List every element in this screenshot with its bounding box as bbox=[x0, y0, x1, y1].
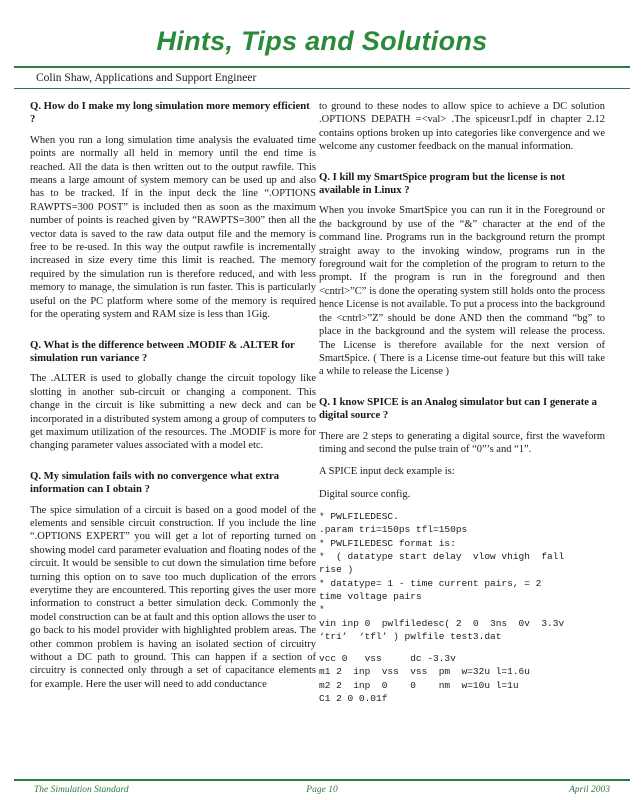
author-line: Colin Shaw, Applications and Support Engineer bbox=[36, 72, 257, 84]
footer-page-number: Page 10 bbox=[306, 785, 338, 795]
answer-paragraph: When you invoke SmartSpice you can run it in the Foreground or the background by use of the “&” character at the end of the command line. Programs run in the background return the prompt straight away to the invoking window, programs run in the foreground wait for the completion of the program to return to the prompt. If the program is run in the foreground and then <cntrl>”C” is done the operating system still holds onto the process hence License is not available. To put a process into the background the <cntrl>”Z” should be done AND then the command “bg” to place in the background and the system will release the process. The License is therefore available for the next version of SmartSpice. ( There is a License time-out feature but this will take a while to release the License ) bbox=[319, 205, 605, 378]
answer-paragraph: A SPICE input deck example is: bbox=[319, 466, 455, 478]
code-line: C1 2 0 0.01f bbox=[319, 693, 388, 705]
question-heading: Q. I know SPICE is an Analog simulator but can I generate a digital source ? bbox=[319, 395, 598, 422]
answer-paragraph: to ground to these nodes to allow spice to achieve a DC solution .OPTIONS DEPATH =<val> .The spiceusr1.pdf in chapter 2.12 contains options broken up into categories like convergence and we welcome any customer feedback on the manual information. bbox=[319, 101, 605, 153]
code-line: ‘tri’ ‘tfl’ ) pwlfile test3.dat bbox=[319, 630, 502, 642]
code-block bbox=[319, 652, 605, 705]
code-line: * datatype= 1 - time current pairs, = 2 bbox=[319, 577, 542, 589]
right-column bbox=[319, 100, 605, 714]
answer-paragraph: The spice simulation of a circuit is based on a good model of the elements and sensible circuit construction. If you include the line “.OPTIONS EXPERT” you will get a lot of reporting turned on showing model card parameter evaluation and floating nodes of the circuit. It would be sensible to cut down the simulation time before turning this option on to save too much duplication of the errors everytime they are encountered. This reporting gives the user more information to construct a better simulation deck. Commonly the model construction can be at fault and this option allows the user to go back to his model provider with highlighted problem areas. The other common problem is having an isolated section of circuitry without a DC path to ground. This can happen if a section of circuitry is connected only through a set of capacitance elements for example. Here the user will need to add conductance bbox=[30, 504, 316, 690]
question-heading: Q. My simulation fails with no convergence what extra information can I obtain ? bbox=[30, 469, 280, 496]
left-column bbox=[30, 100, 316, 700]
code-line: * ( datatype start delay vlow vhigh fall bbox=[319, 551, 565, 563]
code-line: rise ) bbox=[319, 564, 354, 576]
spacer bbox=[30, 331, 316, 339]
code-line: m1 2 inp vss vss pm w=32u l=1.6u bbox=[319, 666, 530, 678]
code-line: * PWLFILEDESC. bbox=[319, 511, 399, 523]
page-header bbox=[14, 14, 630, 68]
answer-paragraph: Digital source config. bbox=[319, 488, 411, 500]
spacer bbox=[319, 705, 605, 714]
code-line: vcc 0 vss dc -3.3v bbox=[319, 653, 456, 665]
spacer bbox=[30, 462, 316, 470]
page-footer bbox=[14, 779, 630, 797]
code-line: * PWLFILEDESC format is: bbox=[319, 537, 456, 549]
spacer bbox=[319, 388, 605, 396]
footer-publication: The Simulation Standard bbox=[34, 785, 129, 795]
code-line: .param tri=150ps tfl=150ps bbox=[319, 524, 468, 536]
code-block bbox=[319, 510, 605, 643]
question-heading: Q. I kill my SmartSpice program but the license is not available in Linux ? bbox=[319, 170, 565, 197]
answer-paragraph: There are 2 steps to generating a digital source, first the waveform timing and second the pulse train of “0”’s and “1”. bbox=[319, 430, 605, 455]
spacer bbox=[319, 643, 605, 652]
page-title: Hints, Tips and Solutions bbox=[156, 26, 488, 56]
code-line: * bbox=[319, 604, 325, 616]
code-line: time voltage pairs bbox=[319, 590, 422, 602]
spacer bbox=[319, 163, 605, 171]
question-heading: Q. What is the difference between .MODIF & .ALTER for simulation run variance ? bbox=[30, 338, 295, 364]
answer-paragraph: When you run a long simulation time analysis the evaluated time points are normally all held in memory until the end time is reached. All the data is then written out to the output rawfile. This means a large amount of system memory can be used up and also has to be tracked. If in the input deck the line “.OPTIONS RAWPTS=300 POST” is included then as soon as the maximum number of points is reached given by “RAWPTS=300” then all the vector data is saved to the raw data output file and the memory is free to be re-used. In this way the output rawfile is incrementally increased in size every time this limit is reached. The memory required by the simulation run is therefore reduced, and with less memory to manage, the simulation is run faster. This is particularly useful on the PC platform where some of the memory is required for the operating system and RAM size is less than 1Gig. bbox=[30, 134, 316, 321]
question-heading: Q. How do I make my long simulation more memory efficient ? bbox=[30, 100, 310, 126]
code-line: m2 2 inp 0 0 nm w=10u l=1u bbox=[319, 679, 519, 691]
answer-paragraph: The .ALTER is used to globally change the circuit topology like slotting in another sub-circuit or changing a component. This change in the circuit is like submitting a new deck and can be incorporated in a distributed system among a group of computers to get maximum utilization of the resources. The .MODIF is more for changing parameter values associated with a model etc. bbox=[30, 373, 316, 452]
code-line: vin inp 0 pwlfiledesc( 2 0 3ns 0v 3.3v bbox=[319, 617, 565, 629]
author-divider bbox=[14, 88, 630, 89]
footer-date: April 2003 bbox=[569, 785, 610, 795]
